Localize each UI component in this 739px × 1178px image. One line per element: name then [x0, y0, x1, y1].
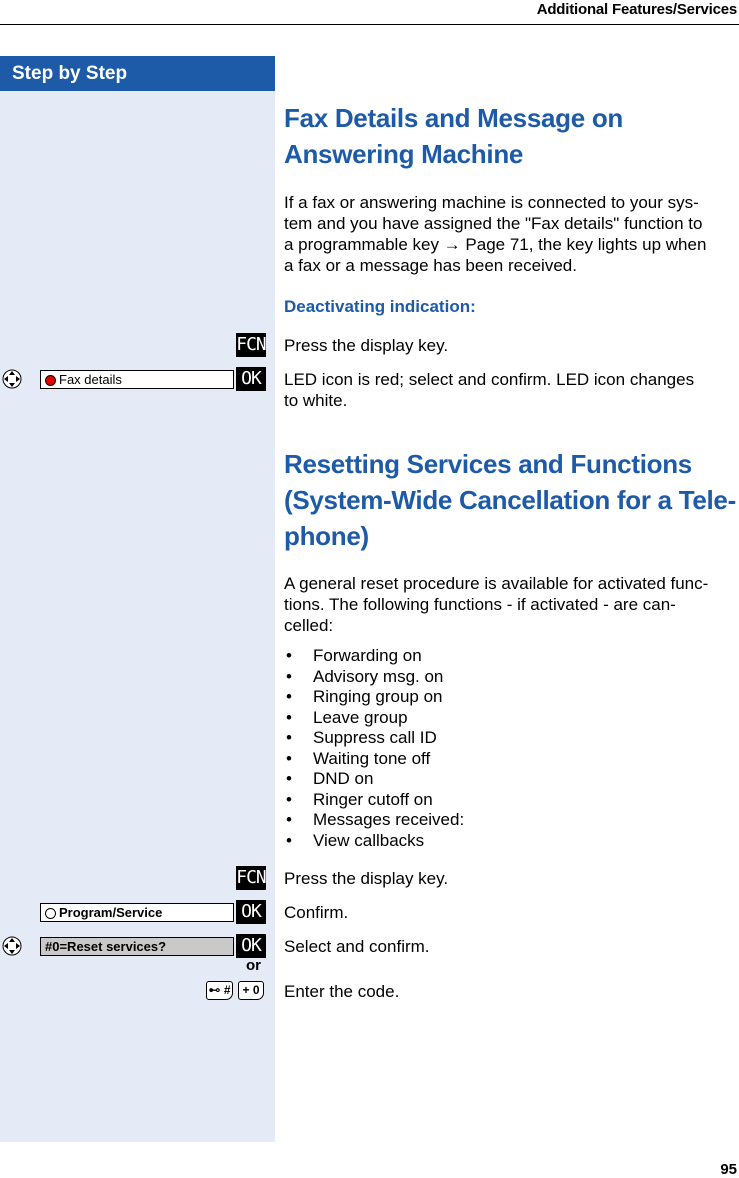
ok-key[interactable]: OK — [236, 900, 266, 924]
program-service-display[interactable]: Program/Service — [40, 903, 234, 922]
page-number: 95 — [720, 1161, 737, 1178]
step-text: Press the display key. — [284, 336, 449, 355]
list-item: • Messages received: — [284, 810, 739, 831]
deactivating-subheading: Deactivating indication: — [284, 297, 476, 316]
step-text: LED icon is red; select and confirm. LED icon changes to white. — [284, 370, 695, 410]
list-item: • Ringing group on — [284, 687, 739, 708]
ok-key[interactable]: OK — [236, 934, 266, 958]
step-text: Press the display key. — [284, 869, 449, 888]
section1-heading: Fax Details and Message on Answering Machine — [284, 103, 623, 169]
reset-services-display[interactable]: #0=Reset services? — [40, 937, 234, 956]
navigation-arrows-icon — [2, 936, 22, 956]
list-item: • DND on — [284, 769, 739, 790]
step-by-step-sidebar — [0, 56, 275, 1142]
fcn-key[interactable]: FCN — [236, 867, 266, 888]
navigation-arrows-icon — [2, 369, 22, 389]
list-item: • Leave group — [284, 708, 739, 729]
fax-details-display[interactable]: Fax details — [40, 370, 234, 389]
led-off-icon — [45, 908, 56, 919]
list-item: • Forwarding on — [284, 646, 739, 667]
list-item: • Advisory msg. on — [284, 667, 739, 688]
header-rule — [0, 24, 739, 25]
step-text: Confirm. — [284, 903, 349, 922]
led-red-icon — [45, 375, 56, 386]
zero-key[interactable]: + 0 — [238, 981, 264, 1000]
fcn-key[interactable]: FCN — [236, 334, 266, 355]
list-item: • View callbacks — [284, 831, 739, 852]
section2-intro: A general reset procedure is available for activated func- tions. The following functions - if activated - are can- celled: — [284, 574, 709, 635]
sidebar-title: Step by Step — [0, 56, 275, 91]
step-text: Enter the code. — [284, 982, 400, 1001]
step-text: Select and confirm. — [284, 937, 430, 956]
ok-key[interactable]: OK — [236, 367, 266, 391]
list-item: • Ringer cutoff on — [284, 790, 739, 811]
list-item: • Suppress call ID — [284, 728, 739, 749]
running-header: Additional Features/Services — [536, 1, 737, 18]
reset-functions-list — [284, 646, 739, 851]
hash-key[interactable]: ⊷ # — [206, 981, 233, 1000]
list-item: • Waiting tone off — [284, 749, 739, 770]
or-label: or — [246, 957, 261, 974]
section2-heading: Resetting Services and Functions (System-Wide Cancellation for a Tele- phone) — [284, 449, 736, 551]
section1-intro: If a fax or answering machine is connected to your sys- tem and you have assigned the "Fax details" function to a programmable key → Page 71, the key lights up when a fax or a message has been received. — [284, 193, 707, 275]
